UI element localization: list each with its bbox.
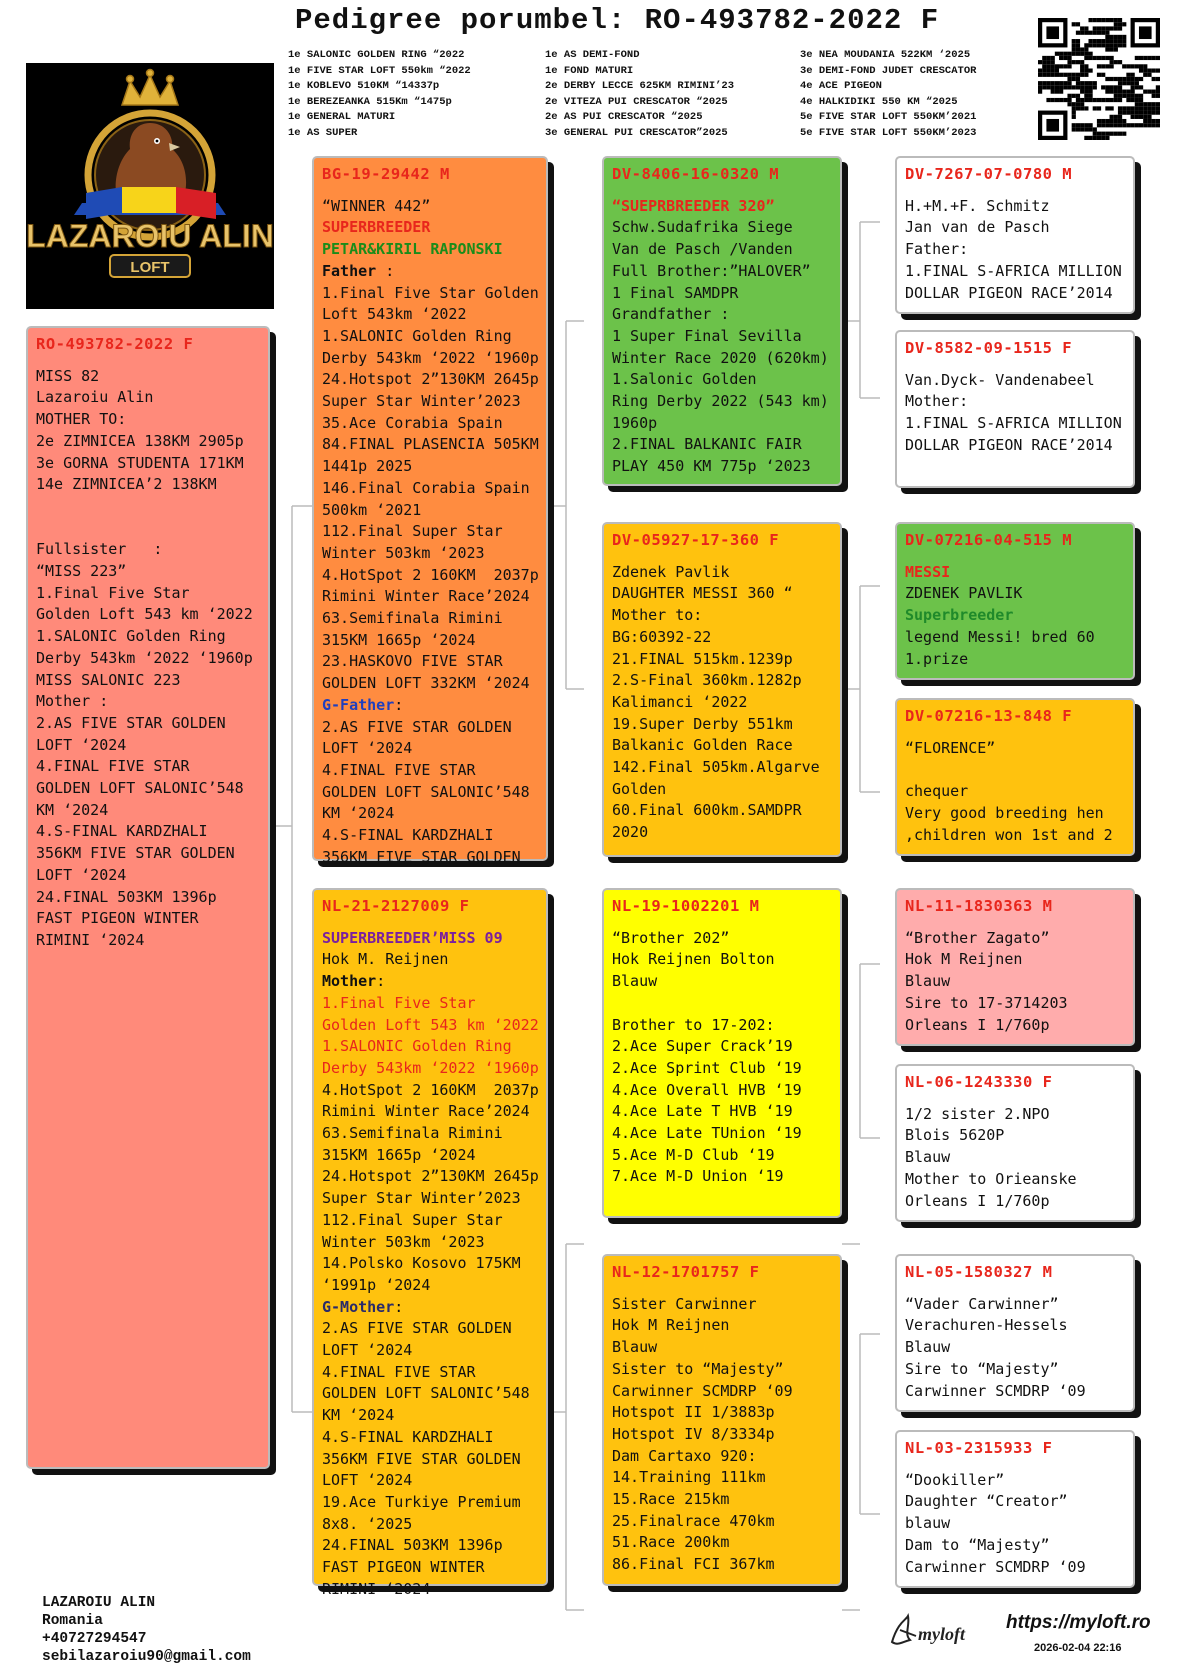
myloft-url-link[interactable]: https://myloft.ro	[1006, 1612, 1151, 1633]
pedigree-line: KM ‘2024	[36, 800, 109, 819]
pedigree-line: Golden	[612, 779, 667, 798]
pedigree-line: 142.Final 505km.Algarve	[612, 758, 820, 777]
pedigree-line: Verachuren-Hessels	[905, 1316, 1068, 1335]
father-card[interactable]	[312, 156, 548, 866]
grandsire-maternal-card[interactable]	[602, 888, 842, 1218]
pedigree-line: 4.FINAL FIVE STAR	[322, 760, 476, 779]
pedigree-line: FAST PIGEON WINTER	[322, 1558, 485, 1577]
pedigree-line: Blauw	[612, 1338, 658, 1357]
pedigree-line: 2.AS FIVE STAR GOLDEN	[322, 717, 512, 736]
ggp-mff-ring: NL-11-1830363 M	[905, 897, 1053, 915]
pedigree-line: Orleans I 1/760p	[905, 1191, 1050, 1210]
ggp-fmm-card[interactable]	[895, 698, 1135, 856]
main-pigeon-details	[36, 366, 260, 952]
pedigree-line: “Brother 202”	[612, 928, 730, 947]
pedigree-line: “Brother Zagato”	[905, 928, 1050, 947]
pedigree-line: 24.Hotspot 2”130KM 2645p	[322, 370, 539, 389]
owner-name: LAZAROIU ALIN	[42, 1595, 156, 1611]
granddam-maternal-details	[612, 1294, 832, 1576]
granddam-paternal-ring: DV-05927-17-360 F	[612, 531, 780, 549]
pedigree-line: Rimini Winter Race’2024	[322, 1102, 530, 1121]
pedigree-line: 2.Ace Sprint Club ‘19	[612, 1058, 802, 1077]
pedigree-line: 2e ZIMNICEA 138KM 2905p	[36, 431, 244, 450]
pedigree-line: Sire to “Majesty”	[905, 1359, 1059, 1378]
pedigree-line: chequer	[905, 782, 969, 801]
result-line: 1e SALONIC GOLDEN RING “2022	[288, 49, 465, 61]
pedigree-line: GOLDEN LOFT SALONIC’548	[322, 1384, 530, 1403]
pedigree-line: 2.AS FIVE STAR GOLDEN	[322, 1319, 512, 1338]
pedigree-line: 1.SALONIC Golden Ring	[322, 326, 512, 345]
pedigree-line: 2020	[612, 823, 649, 842]
pedigree-line: 2.FINAL BALKANIC FAIR	[612, 435, 802, 454]
pedigree-line: Hotspot II 1/3883p	[612, 1403, 775, 1422]
pedigree-line: 500km ‘2021	[322, 500, 422, 519]
pedigree-line: Sire to 17-3714203	[905, 993, 1068, 1012]
pedigree-line: 19.Super Derby 551km	[612, 714, 793, 733]
pedigree-line: MISS SALONIC 223	[36, 670, 181, 689]
pedigree-line	[36, 518, 260, 540]
pedigree-line: 24.FINAL 503KM 1396p	[36, 887, 217, 906]
pedigree-line: 14e ZIMNICEA’2 138KM	[36, 475, 217, 494]
pedigree-line: KM ‘2024	[322, 1406, 395, 1425]
ggp-fff-card[interactable]	[895, 156, 1135, 314]
pedigree-line: Jan van de Pasch	[905, 218, 1050, 237]
pedigree-line: BG:60392-22	[612, 627, 712, 646]
ggp-ffm-ring: DV-8582-09-1515 F	[905, 339, 1073, 357]
pedigree-line: Derby 543km ‘2022 ‘1960p	[322, 1058, 539, 1077]
pedigree-line: 14.Polsko Kosovo 175KM	[322, 1254, 521, 1273]
pedigree-line: Golden Loft 543 km ‘2022	[322, 1015, 539, 1034]
pedigree-line: Rimini Winter Race’2024	[322, 587, 530, 606]
mother-superbreeder: SUPERBREEDER’MISS 09	[322, 928, 503, 947]
grandsire-paternal-nickname: “SUEPRBREEDER 320”	[612, 196, 775, 215]
pedigree-line: RIMINI ‘2024	[36, 930, 145, 949]
granddam-paternal-card[interactable]	[602, 522, 842, 857]
pedigree-line: 4.HotSpot 2 160KM 2037p	[322, 1080, 539, 1099]
pedigree-line: Carwinner SCMDRP ‘09	[905, 1557, 1086, 1576]
owner-country: Romania	[42, 1613, 103, 1629]
ggp-mfm-ring: NL-06-1243330 F	[905, 1073, 1053, 1091]
grandsire-paternal-details	[612, 217, 832, 477]
result-line: 2e DERBY LECCE 625KM RIMINI’23	[545, 80, 735, 92]
ggp-mmf-ring: NL-05-1580327 M	[905, 1263, 1053, 1281]
pedigree-line: LOFT ‘2024	[322, 1471, 413, 1490]
ggp-ffm-details	[905, 370, 1125, 457]
father-nickname: “WINNER 442”	[322, 196, 431, 215]
owner-email[interactable]: sebilazaroiu90@gmail.com	[42, 1649, 251, 1665]
ggp-fmf-ring: DV-07216-04-515 M	[905, 531, 1073, 549]
pedigree-line: Winter Race 2020 (620km)	[612, 348, 829, 367]
pedigree-line: 2.AS FIVE STAR GOLDEN	[36, 713, 226, 732]
ggp-mmf-details	[905, 1294, 1125, 1403]
pedigree-line: 51.Race 200km	[612, 1533, 730, 1552]
pedigree-line: Winter 503km ‘2023	[322, 1232, 485, 1251]
ggp-fff-details	[905, 196, 1125, 305]
pedigree-line: 5.Ace M-D Club ‘19	[612, 1145, 775, 1164]
pedigree-line: Loft 543km ‘2022	[322, 305, 467, 324]
ggp-mfm-card[interactable]	[895, 1064, 1135, 1222]
pedigree-line: GOLDEN LOFT SALONIC’548	[322, 782, 530, 801]
pedigree-line: DOLLAR PIGEON RACE’2014	[905, 435, 1113, 454]
result-line: 3e GENERAL PUI CRESCATOR”2025	[545, 126, 728, 139]
father-gfather-results	[322, 717, 538, 869]
pedigree-line: Mother :	[36, 692, 109, 711]
ggp-mff-card[interactable]	[895, 888, 1135, 1046]
pedigree-line: 4.S-FINAL KARDZHALI	[36, 822, 208, 841]
ggp-mff-details	[905, 928, 1125, 1037]
pedigree-line: Orleans I 1/760p	[905, 1015, 1050, 1034]
pedigree-line: GOLDEN LOFT SALONIC’548	[36, 779, 244, 798]
pedigree-line: 63.Semifinala Rimini	[322, 609, 503, 628]
pedigree-line: 24.Hotspot 2”130KM 2645p	[322, 1167, 539, 1186]
pedigree-line: Super Star Winter’2023	[322, 392, 521, 411]
pedigree-line: Carwinner SCMDRP ‘09	[612, 1381, 793, 1400]
pedigree-line: Super Star Winter’2023	[322, 1189, 521, 1208]
pedigree-line: RIMINI ‘2024	[322, 1579, 431, 1598]
father-gfather-colon: :	[394, 695, 404, 714]
main-pigeon-ring: RO-493782-2022 F	[36, 335, 194, 353]
main-pigeon-card[interactable]	[26, 326, 270, 1469]
pedigree-line: Blois 5620P	[905, 1126, 1005, 1145]
result-line: 5e FIVE STAR LOFT 550KM’2021	[800, 111, 977, 123]
pedigree-line: 1.FINAL S-AFRICA MILLION	[905, 261, 1122, 280]
pedigree-line: 60.Final 600km.SAMDPR	[612, 801, 802, 820]
result-line: 1e AS SUPER	[288, 126, 358, 139]
pedigree-line: 1/2 sister 2.NPO	[905, 1104, 1050, 1123]
pedigree-line: blauw	[905, 1514, 951, 1533]
pedigree-line: 356KM FIVE STAR GOLDEN	[322, 847, 521, 866]
logo-title-text: LAZAROIU ALIN	[26, 218, 274, 254]
pedigree-line: 1.FINAL S-AFRICA MILLION	[905, 414, 1122, 433]
pedigree-line: Kalimanci ‘2022	[612, 692, 748, 711]
mother-label: Mother	[322, 972, 377, 991]
pedigree-line: 4.Ace Late T HVB ‘19	[612, 1102, 793, 1121]
father-superbreeder: SUPERBREEDER	[322, 218, 431, 237]
pedigree-line: Brother to 17-202:	[612, 1015, 775, 1034]
pedigree-line: 4.FINAL FIVE STAR	[322, 1362, 476, 1381]
mother-label-colon: :	[376, 972, 386, 991]
ggp-mmm-ring: NL-03-2315933 F	[905, 1439, 1053, 1457]
pedigree-line: 315KM 1665p ‘2024	[322, 1145, 476, 1164]
result-line: 4e HALKIDIKI 550 KM “2025	[800, 95, 958, 108]
mother-gmother-colon: :	[394, 1297, 404, 1316]
pedigree-line: 1.SALONIC Golden Ring	[322, 1037, 512, 1056]
pedigree-line: 4.Ace Late TUnion ‘19	[612, 1124, 802, 1143]
result-line: 1e GENERAL MATURI	[288, 111, 396, 123]
result-line: 1e KOBLEVO 510KM “14337p	[288, 80, 440, 92]
pedigree-line: H.+M.+F. Schmitz	[905, 196, 1050, 215]
pedigree-line: Blauw	[905, 1338, 951, 1357]
pedigree-line: 86.Final FCI 367km	[612, 1555, 775, 1574]
granddam-paternal-details	[612, 562, 832, 844]
result-line: 1e BEREZEANKA 515Km “1475p	[288, 95, 452, 108]
pedigree-line: 2.Ace Super Crack’19	[612, 1037, 793, 1056]
pedigree-line: Father:	[905, 240, 969, 259]
granddam-maternal-ring: NL-12-1701757 F	[612, 1263, 760, 1281]
mother-gmother-results	[322, 1318, 538, 1600]
pedigree-line: 3e GORNA STUDENTA 171KM	[36, 453, 244, 472]
father-results	[322, 283, 538, 695]
pedigree-line: Schw.Sudafrika Siege	[612, 218, 793, 237]
pedigree-line: 2.S-Final 360km.1282p	[612, 671, 802, 690]
myloft-brand	[888, 1612, 1160, 1662]
pedigree-line: 21.FINAL 515km.1239p	[612, 649, 793, 668]
pedigree-line: legend Messi! bred 60	[905, 627, 1095, 646]
pedigree-line: Mother to:	[612, 606, 703, 625]
pedigree-line: ‘1991p ‘2024	[322, 1275, 431, 1294]
pedigree-line: 4.S-FINAL KARDZHALI	[322, 826, 494, 845]
pedigree-line: Mother:	[905, 392, 969, 411]
pedigree-line: DOLLAR PIGEON RACE’2014	[905, 283, 1113, 302]
pedigree-line: 356KM FIVE STAR GOLDEN	[322, 1449, 521, 1468]
pedigree-line: ,children won 1st and 2	[905, 825, 1113, 844]
pedigree-line: PLAY 450 KM 775p ‘2023	[612, 457, 811, 476]
pedigree-line: 4.Ace Overall HVB ‘19	[612, 1080, 802, 1099]
ggp-fmf-breeder: ZDENEK PAVLIK	[905, 584, 1023, 603]
result-line: 3e NEA MOUDANIA 522KM ‘2025	[800, 49, 971, 61]
pedigree-line: 14.Training 111km	[612, 1468, 766, 1487]
pedigree-line: 1.Final Five Star	[36, 583, 190, 602]
pedigree-line	[905, 759, 1125, 781]
pedigree-line: “MISS 223”	[36, 562, 127, 581]
pedigree-line: Full Brother:”HALOVER”	[612, 261, 811, 280]
owner-info	[42, 1594, 251, 1666]
father-label: Father	[322, 261, 377, 280]
pedigree-line: Van.Dyck- Vandenabeel	[905, 370, 1095, 389]
pedigree-line: 4.HotSpot 2 160KM 2037p	[322, 565, 539, 584]
myloft-logo-icon	[888, 1612, 998, 1652]
pedigree-line: 1.SALONIC Golden Ring	[36, 627, 226, 646]
ggp-mmm-card[interactable]	[895, 1430, 1135, 1588]
pedigree-line: KM ‘2024	[322, 804, 395, 823]
pedigree-line: 19.Ace Turkiye Premium	[322, 1492, 521, 1511]
ggp-ffm-card[interactable]	[895, 330, 1135, 488]
result-line: 4e ACE PIGEON	[800, 80, 882, 92]
father-breeder: PETAR&KIRIL RAPONSKI	[322, 240, 503, 259]
grandsire-maternal-ring: NL-19-1002201 M	[612, 897, 760, 915]
pedigree-line: Dam to “Majesty”	[905, 1535, 1050, 1554]
ggp-fmf-superbreeder: Superbreeder	[905, 606, 1014, 625]
result-line: 1e AS DEMI-FOND	[545, 49, 640, 61]
ggp-mmm-details	[905, 1470, 1125, 1579]
pedigree-line: DAUGHTER MESSI 360 “	[612, 584, 793, 603]
pedigree-line: 1960p	[612, 413, 658, 432]
pedigree-line: Lazaroiu Alin	[36, 388, 154, 407]
mother-results	[322, 1080, 538, 1297]
pedigree-line: 112.Final Super Star	[322, 522, 503, 541]
ggp-fmf-details	[905, 627, 1125, 670]
pedigree-line: 84.FINAL PLASENCIA 505KM	[322, 435, 539, 454]
pedigree-line: Hok Reijnen Bolton	[612, 950, 775, 969]
pedigree-line: Winter 503km ‘2023	[322, 543, 485, 562]
logo-sub-text: LOFT	[130, 259, 170, 276]
pedigree-line: FAST PIGEON WINTER	[36, 909, 199, 928]
pedigree-line: Ring Derby 2022 (543 km)	[612, 392, 829, 411]
ggp-fmm-details	[905, 738, 1125, 847]
pedigree-line: 23.HASKOVO FIVE STAR	[322, 652, 503, 671]
pedigree-line: Balkanic Golden Race	[612, 736, 793, 755]
mother-breeder: Hok M. Reijnen	[322, 950, 449, 969]
pedigree-line: LOFT ‘2024	[36, 865, 127, 884]
pedigree-line: 1.prize	[905, 649, 969, 668]
pedigree-line: 1 Final SAMDPR	[612, 283, 739, 302]
pedigree-line: 7.Ace M-D Union ‘19	[612, 1167, 784, 1186]
ggp-fmf-name: MESSI	[905, 562, 951, 581]
pedigree-line: Sister Carwinner	[612, 1294, 757, 1313]
result-line: 5e FIVE STAR LOFT 550KM’2023	[800, 126, 977, 139]
pedigree-line: “Vader Carwinner”	[905, 1294, 1059, 1313]
result-line: 1e FOND MATURI	[545, 64, 634, 77]
pedigree-line: Dam Cartaxo 920:	[612, 1446, 757, 1465]
pedigree-line: Hok M Reijnen	[905, 950, 1023, 969]
pedigree-line: Mother to Orieanske	[905, 1169, 1077, 1188]
pedigree-line: Sister to “Majesty”	[612, 1359, 784, 1378]
pedigree-line: 1441p 2025	[322, 457, 413, 476]
pedigree-line: Daughter “Creator”	[905, 1492, 1068, 1511]
ggp-fmf-card[interactable]	[895, 522, 1135, 680]
pedigree-line: MOTHER TO:	[36, 410, 127, 429]
father-gfather-label: G-Father	[322, 695, 395, 714]
pedigree-line: MISS 82	[36, 366, 100, 385]
pedigree-line: Zdenek Pavlik	[612, 562, 730, 581]
print-date: 2026-02-04 22:16	[1034, 1642, 1122, 1654]
pedigree-line: 112.Final Super Star	[322, 1210, 503, 1229]
pedigree-line: Blauw	[612, 972, 658, 991]
result-line: 1e FIVE STAR LOFT 550km “2022	[288, 64, 471, 77]
pedigree-line: 15.Race 215km	[612, 1490, 730, 1509]
myloft-logo-text: myloft	[918, 1624, 965, 1644]
pedigree-line: Fullsister :	[36, 540, 163, 559]
pedigree-line: Blauw	[905, 972, 951, 991]
pedigree-line: “Dookiller”	[905, 1470, 1005, 1489]
pedigree-line: 35.Ace Corabia Spain	[322, 413, 503, 432]
pedigree-line: 1.Final Five Star	[322, 993, 476, 1012]
pedigree-line: Carwinner SCMDRP ‘09	[905, 1381, 1086, 1400]
pedigree-line: Golden Loft 543 km ‘2022	[36, 605, 253, 624]
pedigree-line: 25.Finalrace 470km	[612, 1511, 775, 1530]
father-label-colon: :	[376, 261, 395, 280]
father-ring: BG-19-29442 M	[322, 165, 450, 183]
pedigree-line: Grandfather :	[612, 305, 730, 324]
grandsire-paternal-card[interactable]	[602, 156, 842, 486]
mother-red-results	[322, 993, 538, 1080]
pedigree-line: 63.Semifinala Rimini	[322, 1124, 503, 1143]
page-title: Pedigree porumbel: RO-493782-2022 F	[295, 4, 940, 37]
pedigree-line: LOFT ‘2024	[322, 1341, 413, 1360]
grandsire-maternal-details	[612, 928, 832, 1188]
mother-gmother-label: G-Mother	[322, 1297, 395, 1316]
ggp-fmm-ring: DV-07216-13-848 F	[905, 707, 1073, 725]
pedigree-line: 1 Super Final Sevilla	[612, 326, 802, 345]
ggp-fff-ring: DV-7267-07-0780 M	[905, 165, 1073, 183]
pedigree-line: 1.Final Five Star Golden	[322, 283, 539, 302]
owner-phone: +40727294547	[42, 1631, 147, 1647]
granddam-maternal-card[interactable]	[602, 1254, 842, 1586]
grandsire-paternal-ring: DV-8406-16-0320 M	[612, 165, 780, 183]
pedigree-line: GOLDEN LOFT 332KM ‘2024	[322, 674, 530, 693]
pedigree-line: 8x8. ‘2025	[322, 1514, 413, 1533]
pedigree-line: 356KM FIVE STAR GOLDEN	[36, 844, 235, 863]
pedigree-line: LOFT ‘2024	[322, 739, 413, 758]
pedigree-line: 146.Final Corabia Spain	[322, 478, 530, 497]
pedigree-line: 315KM 1665p ‘2024	[322, 630, 476, 649]
pedigree-line: 1.Salonic Golden	[612, 370, 757, 389]
pedigree-line: 24.FINAL 503KM 1396p	[322, 1536, 503, 1555]
result-line: 2e VITEZA PUI CRESCATOR “2025	[545, 95, 728, 108]
ggp-mmf-card[interactable]	[895, 1254, 1135, 1412]
pedigree-line: Derby 543km ‘2022 ‘1960p	[322, 348, 539, 367]
pedigree-line: 4.FINAL FIVE STAR	[36, 757, 190, 776]
pedigree-line: Hotspot IV 8/3334p	[612, 1424, 775, 1443]
pedigree-line	[612, 993, 832, 1015]
pedigree-line: Van de Pasch /Vanden	[612, 240, 793, 259]
pedigree-line: Hok M Reijnen	[612, 1316, 730, 1335]
pedigree-line: Blauw	[905, 1148, 951, 1167]
pedigree-line: Derby 543km ‘2022 ‘1960p	[36, 648, 253, 667]
pedigree-line: 4.S-FINAL KARDZHALI	[322, 1427, 494, 1446]
pedigree-line: Very good breeding hen	[905, 803, 1104, 822]
pedigree-line: “FLORENCE”	[905, 738, 996, 757]
result-line: 2e AS PUI CRESCATOR “2025	[545, 111, 703, 123]
mother-card[interactable]	[312, 888, 548, 1598]
result-line: 3e DEMI-FOND JUDET CRESCATOR	[800, 64, 977, 77]
pedigree-line: LOFT ‘2024	[36, 735, 127, 754]
mother-ring: NL-21-2127009 F	[322, 897, 470, 915]
pedigree-line	[36, 496, 260, 518]
ggp-mfm-details	[905, 1104, 1125, 1213]
